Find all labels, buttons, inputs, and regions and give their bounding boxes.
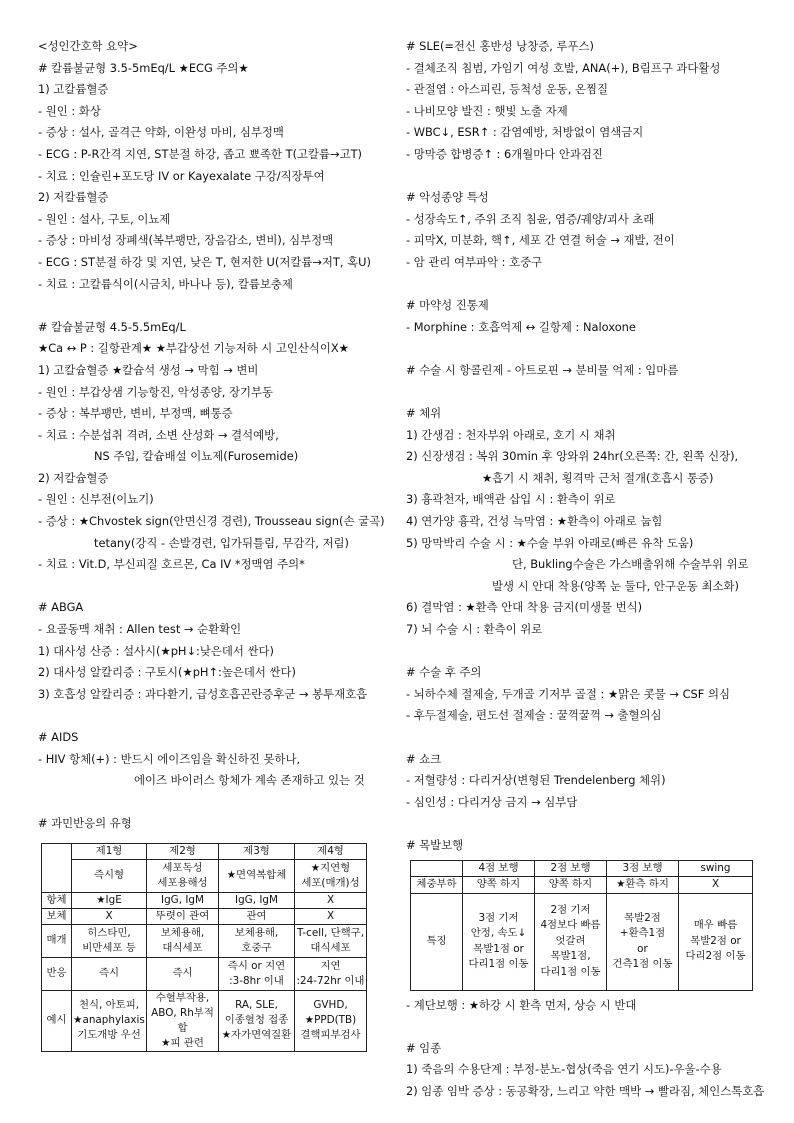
table-cell: X bbox=[295, 908, 367, 924]
position-header: # 체위 bbox=[406, 406, 442, 421]
table-cell: 2점 기저 4점보다 빠름 엇갈려 목발1점, 다리1점 이동 bbox=[535, 893, 607, 990]
hypocalcemia-symptom: - 증상 : ★Chvostek sign(안면신경 경련), Trousseau sign(손 굴곡) bbox=[38, 514, 385, 529]
table-cell: 즉시 bbox=[72, 957, 147, 990]
row-label: 반응 bbox=[42, 957, 72, 990]
table-corner bbox=[42, 843, 72, 892]
dying-line-1: 1) 죽음의 수용단계 : 부정-분노-협상(죽음 연기 시도)-우울-수용 bbox=[406, 1062, 722, 1077]
gait-header: 2점 보행 bbox=[535, 860, 607, 877]
sle-line-4: - WBC↓, ESR↑ : 감염예방, 처방없이 염색금지 bbox=[406, 125, 644, 140]
tumor-line-2: - 피막X, 미분화, 핵↑, 세포 간 연결 허술 → 재발, 전이 bbox=[406, 233, 675, 248]
table-cell: 목발2점 +환측1점 or 건측1점 이동 bbox=[607, 893, 679, 990]
table-cell: 보체용해, 대식세포 bbox=[147, 924, 219, 957]
position-line-2: 2) 신장생검 : 복위 30min 후 앙와위 24hr(오른쪽: 간, 왼쪽 신장), bbox=[406, 449, 739, 464]
table-cell: X bbox=[679, 877, 753, 894]
table-cell: 양쪽 하지 bbox=[535, 877, 607, 894]
anticholinergic-header: # 수술 시 항콜린제 - 아트로핀 → 분비물 억제 : 입마름 bbox=[406, 362, 679, 377]
type-header: 제1형 bbox=[72, 843, 147, 859]
aids-line: - HIV 항체(+) : 반드시 에이즈임을 확신하진 못하나, bbox=[38, 751, 301, 766]
type-header: 제2형 bbox=[147, 843, 219, 859]
dying-header: # 임종 bbox=[406, 1040, 442, 1055]
table-cell: 매우 빠름 목발2점 or 다리2점 이동 bbox=[679, 893, 753, 990]
hypercalcemia-symptom: - 증상 : 복부팽만, 변비, 부정맥, 뼈통증 bbox=[38, 406, 233, 421]
row-label: 특징 bbox=[411, 893, 463, 990]
row-label: 항체 bbox=[42, 892, 72, 908]
sle-line-3: - 나비모양 발진 : 햇빛 노출 자제 bbox=[406, 103, 568, 118]
table-cell: 관여 bbox=[219, 908, 295, 924]
hypocalcemia-treatment: - 치료 : Vit.D, 부신피질 호르몬, Ca IV *정맥염 주의* bbox=[38, 557, 305, 572]
table-row bbox=[411, 893, 753, 990]
table-cell: ★IgE bbox=[72, 892, 147, 908]
position-line-3: 3) 흉곽천자, 배액관 삽입 시 : 환측이 위로 bbox=[406, 492, 616, 507]
row-label: 매개 bbox=[42, 924, 72, 957]
hypercalcemia-treatment: - 치료 : 수분섭취 격려, 소변 산성화 → 결석예방, bbox=[38, 427, 279, 442]
table-cell: T-cell, 단핵구, 대식세포 bbox=[295, 924, 367, 957]
abga-sample: - 요골동맥 채취 : Allen test → 순환확인 bbox=[38, 622, 242, 637]
hypokalemia-cause: - 원인 : 설사, 구토, 이뇨제 bbox=[38, 211, 171, 226]
type-header: 제4형 bbox=[295, 843, 367, 859]
abga-metabolic-alkalosis: 2) 대사성 알칼리증 : 구토시(★pH↑:높은데서 싼다) bbox=[38, 665, 296, 680]
shock-line-1: - 저혈량성 : 다리거상(변형된 Trendelenberg 체위) bbox=[406, 773, 666, 788]
position-line-6: 6) 결막염 : ★환측 안대 착용 금지(미생물 번식) bbox=[406, 600, 643, 615]
gait-header: swing bbox=[679, 860, 753, 877]
hyperkalemia-symptom: - 증상 : 설사, 골격근 약화, 이완성 마비, 심부정맥 bbox=[38, 125, 284, 140]
postop-line-2: - 후두절제술, 편도선 절제술 : 꿀꺽꿀꺽 → 출혈의심 bbox=[406, 708, 662, 723]
crutch-header: # 목발보행 bbox=[406, 837, 464, 852]
hypercalcemia-title: 1) 고칼슘혈증 ★칼슘석 생성 → 막힘 → 변비 bbox=[38, 362, 259, 377]
sle-line-1: - 결체조직 침범, 가임기 여성 호발, ANA(+), B림프구 과다활성 bbox=[406, 60, 721, 75]
left-column bbox=[38, 36, 394, 1052]
table-row bbox=[411, 877, 753, 894]
table-row bbox=[42, 924, 367, 957]
table-cell: 즉시 or 지연 :3-8hr 이내 bbox=[219, 957, 295, 990]
gait-header: 3점 보행 bbox=[607, 860, 679, 877]
postop-header: # 수술 후 주의 bbox=[406, 665, 482, 680]
hyperkalemia-treatment: - 치료 : 인슐린+포도당 IV or Kayexalate 구강/직장투여 bbox=[38, 168, 325, 183]
dying-line-2: 2) 임종 임박 증상 : 동공확장, 느리고 약한 맥박 → 빨라짐, 체인스톡호흡 bbox=[406, 1083, 765, 1098]
table-cell: X bbox=[72, 908, 147, 924]
hyperkalemia-title: 1) 고칼륨혈증 bbox=[38, 82, 109, 97]
position-line-4: 4) 연가양 흉곽, 건성 늑막염 : ★환측이 아래로 눕힘 bbox=[406, 514, 663, 529]
row-label: 체중부하 bbox=[411, 877, 463, 894]
sle-header: # SLE(=전신 홍반성 낭창증, 루푸스) bbox=[406, 39, 594, 53]
hypokalemia-symptom: - 증상 : 마비성 장폐색(복부팽만, 장음감소, 변비), 심부정맥 bbox=[38, 233, 334, 248]
hyperkalemia-cause: - 원인 : 화상 bbox=[38, 103, 101, 118]
table-cell: 히스타민, 비만세포 등 bbox=[72, 924, 147, 957]
hypokalemia-treatment: - 치료 : 고칼륨식이(시금치, 바나나 등), 칼륨보충제 bbox=[38, 276, 293, 291]
tumor-line-3: - 암 관리 여부파악 : 호중구 bbox=[406, 254, 543, 269]
type-name: ★면역복합체 bbox=[219, 859, 295, 892]
position-line-5-cont: 단, Bukling수술은 가스배출위해 수술부위 위로 bbox=[512, 557, 749, 572]
sle-line-2: - 관절염 : 아스피린, 등척성 운동, 온찜질 bbox=[406, 82, 608, 97]
table-row bbox=[42, 859, 367, 892]
hypersensitivity-header: # 과민반응의 유형 bbox=[38, 816, 132, 831]
crutch-gait-table bbox=[410, 860, 753, 991]
abga-header: # ABGA bbox=[38, 600, 84, 615]
position-line-7: 7) 뇌 수술 시 : 환측이 위로 bbox=[406, 622, 543, 637]
table-cell: 지연 :24-72hr 이내 bbox=[295, 957, 367, 990]
table-row bbox=[42, 843, 367, 859]
tumor-line-1: - 성장속도↑, 주위 조직 침윤, 염증/궤양/괴사 초래 bbox=[406, 211, 655, 226]
shock-header: # 쇼크 bbox=[406, 751, 442, 766]
potassium-header: # 칼륨불균형 3.5-5mEq/L ★ECG 주의★ bbox=[38, 60, 249, 75]
row-label: 보체 bbox=[42, 908, 72, 924]
calcium-relation: ★Ca ↔ P : 길항관계★ ★부갑상선 기능저하 시 고인산식이X★ bbox=[38, 341, 349, 356]
table-row bbox=[42, 892, 367, 908]
table-cell: 보체용해, 호중구 bbox=[219, 924, 295, 957]
shock-line-2: - 심인성 : 다리거상 금지 → 심부담 bbox=[406, 794, 578, 809]
narcotic-line: - Morphine : 호흡억제 ↔ 길항제 : Naloxone bbox=[406, 319, 636, 334]
table-cell: IgG, IgM bbox=[147, 892, 219, 908]
table-cell: IgG, IgM bbox=[219, 892, 295, 908]
table-row bbox=[411, 860, 753, 877]
position-line-5-cont2: 발생 시 안대 착용(양쪽 눈 둘다, 안구운동 최소화) bbox=[492, 578, 739, 593]
table-cell: RA, SLE, 이종혈청 접종 ★자가면역질환 bbox=[219, 990, 295, 1051]
postop-line-1: - 뇌하수체 절제술, 두개골 기저부 골절 : ★맑은 콧물 → CSF 의심 bbox=[406, 686, 730, 701]
table-row bbox=[42, 957, 367, 990]
type-name: ★지연형 세포(매개)성 bbox=[295, 859, 367, 892]
page-title: <성인간호학 요약> bbox=[38, 39, 138, 53]
hypersensitivity-table bbox=[41, 843, 367, 1052]
table-cell: 양쪽 하지 bbox=[463, 877, 535, 894]
gait-header: 4점 보행 bbox=[463, 860, 535, 877]
row-label: 예시 bbox=[42, 990, 72, 1051]
hypokalemia-ecg: - ECG : ST분절 하강 및 지연, 낮은 T, 현저한 U(저칼륨→저T, 혹U) bbox=[38, 254, 371, 269]
aids-line-cont: 에이즈 바이러스 항체가 계속 존재하고 있는 것 bbox=[134, 773, 365, 788]
hypokalemia-title: 2) 저칼륨혈증 bbox=[38, 190, 109, 205]
table-cell: 수혈부작용, ABO, Rh부적합 ★피 관련 bbox=[147, 990, 219, 1051]
position-line-1: 1) 간생검 : 천자부위 아래로, 호기 시 채취 bbox=[406, 427, 616, 442]
table-corner bbox=[411, 860, 463, 877]
hypocalcemia-cause: - 원인 : 신부전(이뇨기) bbox=[38, 492, 154, 507]
table-cell: 즉시 bbox=[147, 957, 219, 990]
type-header: 제3형 bbox=[219, 843, 295, 859]
table-cell: 3점 기저 안정, 속도↓ 목발1점 or 다리1점 이동 bbox=[463, 893, 535, 990]
hypocalcemia-title: 2) 저칼슘혈증 bbox=[38, 470, 109, 485]
aids-header: # AIDS bbox=[38, 730, 79, 744]
table-cell: 천식, 아토피, ★anaphylaxis 기도개방 우선 bbox=[72, 990, 147, 1051]
narcotic-header: # 마약성 진통제 bbox=[406, 298, 489, 313]
hypercalcemia-cause: - 원인 : 부갑상샘 기능항진, 악성종양, 장기부동 bbox=[38, 384, 273, 399]
right-column bbox=[406, 36, 765, 1103]
table-cell: GVHD, ★PPD(TB) 결핵피부검사 bbox=[295, 990, 367, 1051]
position-line-5: 5) 망막박리 수술 시 : ★수술 부위 아래로(빠른 유착 도움) bbox=[406, 535, 694, 550]
crutch-stairs: - 계단보행 : ★하강 시 환측 먼저, 상승 시 반대 bbox=[406, 997, 637, 1012]
type-name: 세포독성 세포용해성 bbox=[147, 859, 219, 892]
table-row bbox=[42, 990, 367, 1051]
tumor-header: # 악성종양 특성 bbox=[406, 190, 489, 205]
position-line-2-cont: ★흡기 시 채취, 횡격막 근처 절개(호흡시 통증) bbox=[482, 470, 714, 485]
table-cell: ★환측 하지 bbox=[607, 877, 679, 894]
type-name: 즉시형 bbox=[72, 859, 147, 892]
table-cell: X bbox=[295, 892, 367, 908]
table-row bbox=[42, 908, 367, 924]
abga-respiratory-alkalosis: 3) 호흡성 알칼리증 : 과다환기, 급성호흡곤란증후군 → 봉투재호흡 bbox=[38, 686, 368, 701]
hyperkalemia-ecg: - ECG : P-R간격 지연, ST분절 하강, 좁고 뾰족한 T(고칼륨→고T) bbox=[38, 146, 362, 161]
calcium-header: # 칼슘불균형 4.5-5.5mEq/L bbox=[38, 319, 186, 334]
hypercalcemia-treatment-cont: NS 주입, 칼슘배설 이뇨제(Furosemide) bbox=[94, 449, 299, 464]
hypocalcemia-symptom-cont: tetany(강직 - 손발경련, 입가뒤틀림, 무감각, 저림) bbox=[94, 535, 349, 550]
sle-line-5: - 망막증 합병증↑ : 6개월마다 안과검진 bbox=[406, 146, 603, 161]
table-cell: 뚜렷이 관여 bbox=[147, 908, 219, 924]
abga-metabolic-acidosis: 1) 대사성 산증 : 설사시(★pH↓:낮은데서 싼다) bbox=[38, 643, 274, 658]
